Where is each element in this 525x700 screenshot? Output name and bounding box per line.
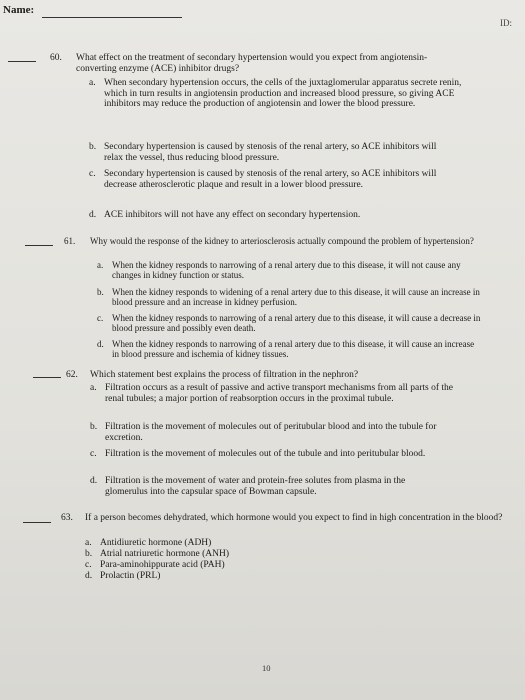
option-a [97, 260, 482, 280]
option-text: When secondary hypertension occurs, the cells of the juxtaglomerular apparatus secrete renin, which in turn results in angiotensin production and increased blood pressure, so giving ACE inhibitors may reduce the production of angiotensin and lower the blood pressure. [104, 78, 462, 110]
option-letter: d. [85, 571, 93, 581]
option-c [90, 449, 450, 460]
option-text: Para-aminohippurate acid (PAH) [100, 560, 225, 570]
option-text: Antidiuretic hormone (ADH) [100, 538, 212, 548]
option-text: When the kidney responds to narrowing of a renal artery due to this disease, it will not cause any changes in kidney function or status. [112, 260, 461, 280]
option-text: Atrial natriuretic hormone (ANH) [100, 549, 229, 559]
option-text: Filtration is the movement of molecules out of peritubular blood and into the tubule for excretion. [105, 422, 437, 443]
option-letter: a. [90, 383, 97, 393]
option-text: When the kidney responds to widening of a renal artery due to this disease, it will cause an increase in blood pressure and an increase in kidney perfusion. [112, 287, 480, 307]
question-number: 61. [64, 236, 76, 246]
option-text: When the kidney responds to narrowing of a renal artery due to this disease, it will cause a decrease in blood pressure and possibly even death. [112, 313, 481, 333]
option-text: Filtration occurs as a result of passive and active transport mechanisms from all parts of the renal tubules; a major portion of reabsorption occurs in the proximal tubule. [105, 383, 453, 404]
option-a [85, 538, 400, 549]
page-number: 10 [262, 663, 271, 673]
option-letter: a. [97, 260, 104, 270]
option-d [97, 339, 482, 359]
option-letter: b. [85, 549, 93, 559]
option-text: Prolactin (PRL) [100, 571, 161, 581]
question-number: 63. [61, 513, 73, 523]
option-c [85, 560, 400, 571]
option-letter: c. [85, 560, 92, 570]
question-number: 62. [66, 370, 78, 380]
option-text: Filtration is the movement of molecules out of the tubule and into peritubular blood. [105, 449, 426, 459]
option-text: When the kidney responds to narrowing of a renal artery due to this disease, it will cause an increase in blood pressure and ischemia of kidney tissues. [112, 339, 475, 359]
question-text: What effect on the treatment of secondary hypertension would you expect from angiotensin-converting enzyme (ACE) inhibitor drugs? [76, 53, 428, 74]
option-d [89, 210, 444, 221]
question-text: Which statement best explains the process of filtration in the nephron? [90, 370, 359, 380]
answer-blank-61[interactable] [25, 245, 53, 246]
option-letter: a. [89, 78, 96, 88]
option-letter: c. [97, 313, 104, 323]
option-letter: a. [85, 538, 92, 548]
option-letter: d. [89, 210, 97, 220]
question-text: Why would the response of the kidney to arteriosclerosis actually compound the problem of hypertension? [90, 236, 474, 246]
option-c [97, 313, 482, 333]
option-letter: c. [89, 169, 96, 179]
option-a [89, 78, 482, 110]
option-letter: c. [90, 449, 97, 459]
option-text: Filtration is the movement of water and protein-free solutes from plasma in the glomerulus into the capsular space of Bowman capsule. [105, 476, 406, 497]
answer-blank-62[interactable] [33, 377, 61, 378]
answer-blank-60[interactable] [8, 61, 36, 62]
question-text: If a person becomes dehydrated, which hormone would you expect to find in high concentration in the blood? [85, 513, 503, 523]
option-b [89, 142, 444, 163]
option-text: ACE inhibitors will not have any effect on secondary hypertension. [104, 210, 361, 220]
id-label: ID: [500, 18, 512, 28]
option-letter: b. [89, 142, 97, 152]
option-text: Secondary hypertension is caused by stenosis of the renal artery, so ACE inhibitors will relax the vessel, thus reducing blood pressure. [104, 142, 437, 163]
question-number: 60. [50, 53, 62, 63]
option-letter: d. [97, 339, 104, 349]
option-a [90, 383, 465, 404]
option-c [89, 169, 444, 190]
answer-blank-63[interactable] [23, 522, 51, 523]
option-d [90, 476, 450, 497]
option-b [85, 549, 400, 560]
option-b [90, 422, 450, 443]
name-label: Name: [3, 4, 35, 16]
name-field-line[interactable] [42, 17, 182, 18]
option-d [85, 571, 400, 582]
option-letter: d. [90, 476, 98, 486]
option-letter: b. [97, 287, 104, 297]
option-b [97, 287, 482, 307]
option-letter: b. [90, 422, 98, 432]
option-text: Secondary hypertension is caused by stenosis of the renal artery, so ACE inhibitors will decrease atherosclerotic plaque and result in a lower blood pressure. [104, 169, 437, 190]
